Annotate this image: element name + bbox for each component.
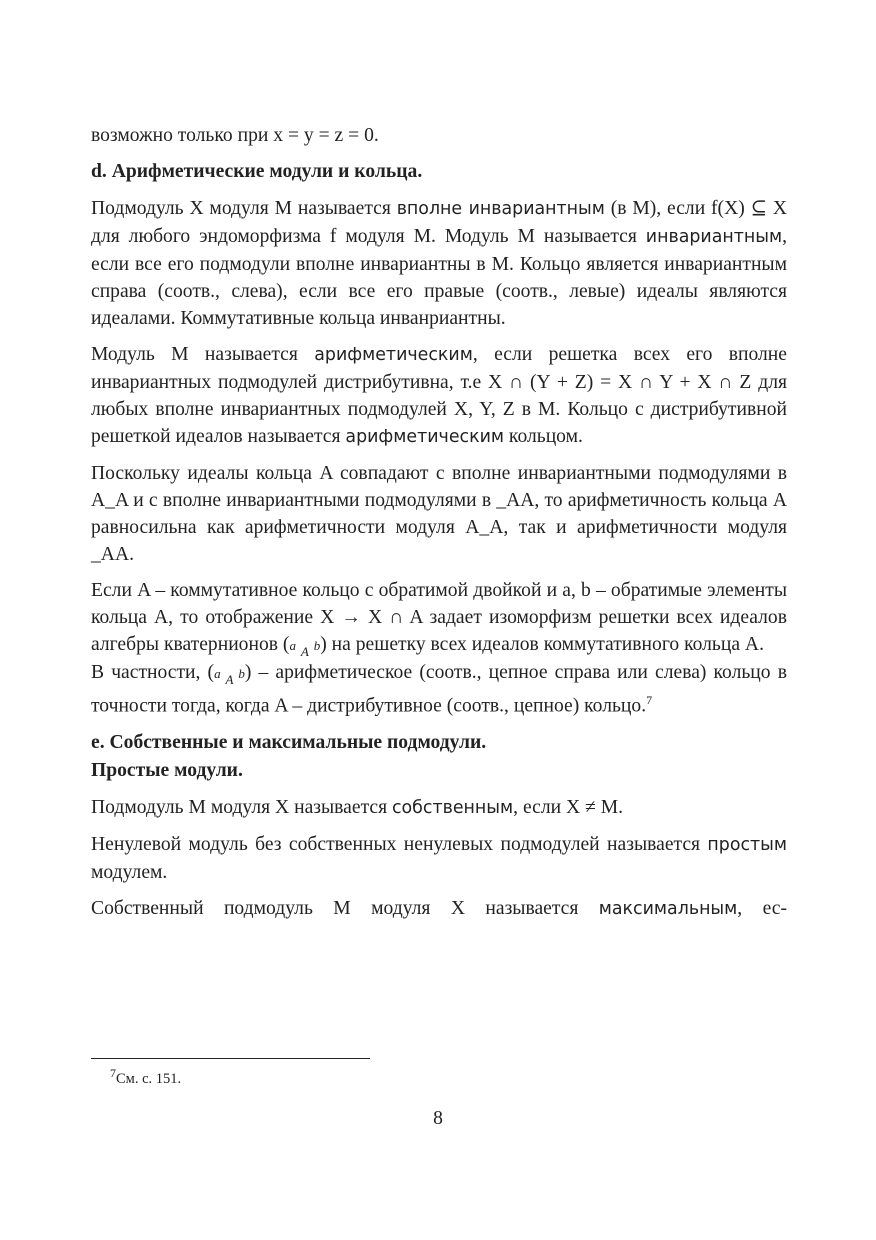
text: , ес- [737,897,788,919]
term-arithmetic: арифметическим [314,345,473,365]
quat-a: a [289,638,296,653]
footnote-text: См. с. 151. [116,1070,182,1087]
heading-line: e. Собственные и максимальные подмодули. [91,731,487,753]
text: , если все его подмодули вполне инвариантны в M. Кольцо является инвариантным справа (соотв., слева), если все его правые (соотв., левые) идеалы являются идеалами. Коммутативные кольца инванриантны. [91,226,787,329]
text: Ненулевой модуль без собственных ненулевых подмодулей называется [91,833,708,855]
text: (в M), если f(X) ⊆ X для любого эндоморфизма f модуля M. Модуль M называется [91,198,787,247]
footnote [110,1066,181,1088]
footnote-mark[interactable]: 7 [646,693,653,707]
quat-a: a [214,666,221,681]
term-proper: собственным [391,797,514,818]
text: на решетку всех идеалов коммутативного кольца A. [331,634,764,655]
text: Собственный подмодуль M модуля X называется [91,897,599,919]
paragraph-e2 [91,831,787,886]
paragraph-d4 [91,577,787,720]
body-text [91,122,787,923]
paragraph-e1 [91,794,787,822]
footnote-rule [91,1058,370,1059]
page-number: 8 [433,1108,443,1129]
term-invariant: инвариантным [645,227,783,247]
term-maximal: максимальным [598,898,738,919]
text: Модуль M называется [91,344,315,365]
section-e-heading [91,729,787,785]
text: , если решетка всех его вполне инвариантных подмодулей дистрибутивна, т.е X ∩ (Y + Z) = X ∩ Y + X ∩ Z для любых вполне инвариантных подмодулей X, Y, Z в M. Кольцо с дистрибутивной решеткой идеалов называется [91,344,787,447]
quat-sub: A [225,672,234,687]
text: модулем. [91,861,168,883]
term-fully-invariant: вполне инвариантным [396,199,605,219]
quat-b: b [238,666,245,681]
text: Подмодуль X модуля M называется [91,198,397,219]
section-d-heading: d. Арифметические модули и кольца. [91,161,423,182]
footnote-number: 7 [110,1066,116,1080]
paragraph-e3 [91,895,787,923]
quat-sub: A [300,644,309,659]
quaternion-algebra-symbol: (a $_A$ b) [207,662,252,687]
term-arithmetic-ring: арифметическим [345,427,505,447]
paragraph-d3: Поскольку идеалы кольца A совпадают с вполне инвариантными подмодулями в A_A и с вполне инвариантными подмодулями в _AA, то арифметичность кольца A равносильна как арифметичности модуля A_A, так и арифметичности модуля _AA. [91,463,787,565]
term-simple: простым [707,834,787,855]
text: – арифметическое (соотв., цепное справа или слева) кольцо в точности тогда, когда A – дистрибутивное (соотв., цепное) кольцо. [91,662,787,717]
text: Если A – коммутативное кольцо с обратимой двойкой и a, b – обратимые элементы кольца A, то отображение X → X ∩ A задает изоморфизм решетки всех идеалов алгебры кватернионов [91,580,787,655]
text: Подмодуль M модуля X называется [91,796,392,818]
quat-b: b [313,638,321,653]
text: кольцом. [504,426,583,447]
paragraph-d1 [91,195,787,332]
text: В частности, [91,662,201,683]
quaternion-algebra-symbol: (a $_A$ b) [282,634,327,659]
paragraph-d2 [91,341,787,451]
paragraph-continuation: возможно только при x = y = z = 0. [91,125,379,146]
heading-line: Простые модули. [91,759,243,781]
text: , если X ≠ M. [513,796,624,818]
